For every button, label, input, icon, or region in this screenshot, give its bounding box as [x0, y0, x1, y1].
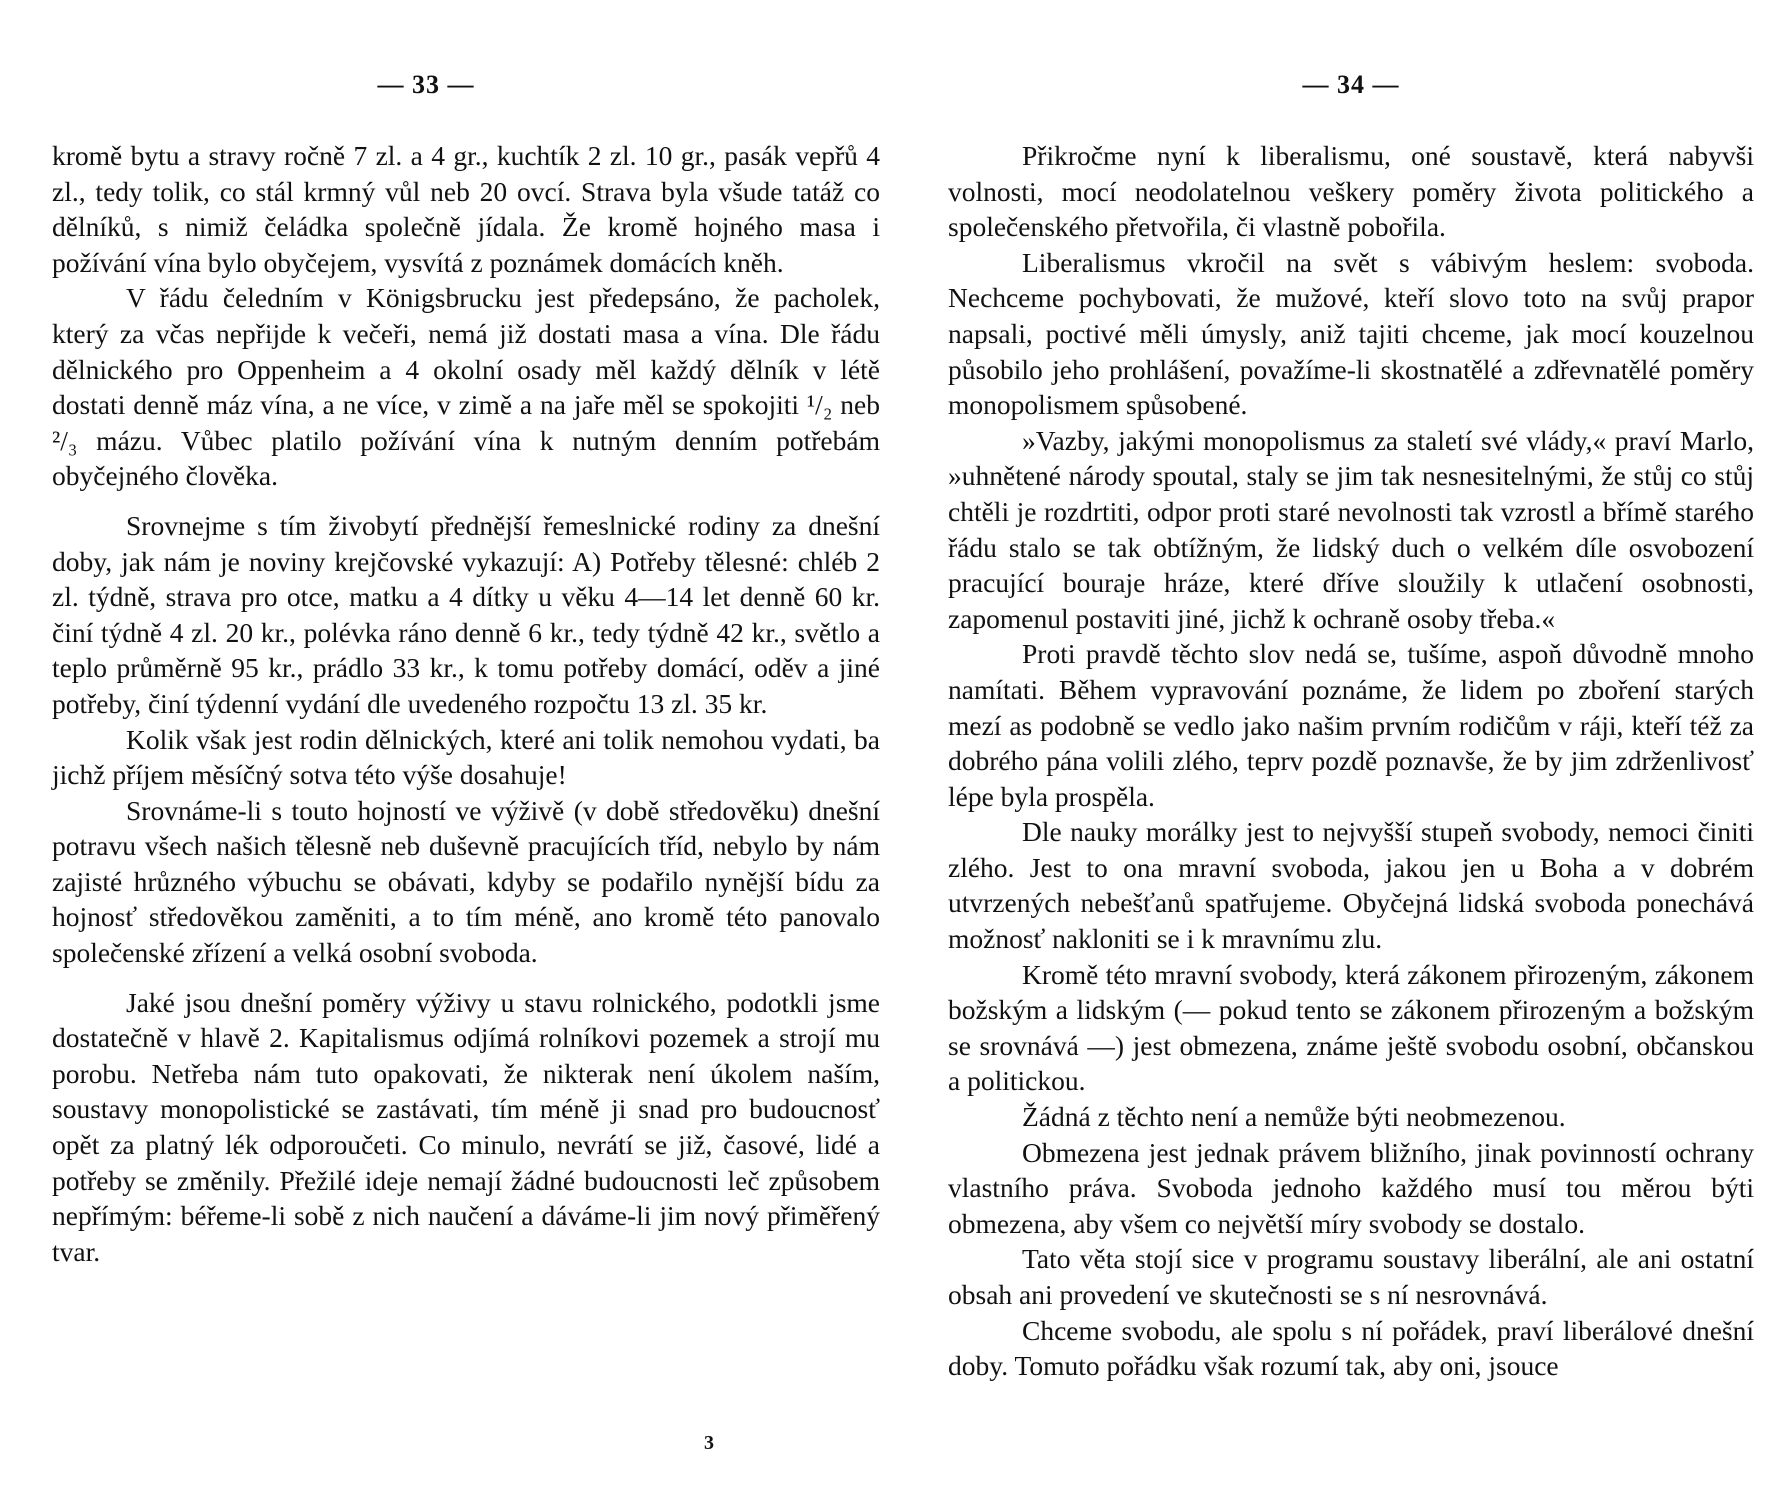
paragraph: Srovnáme-li s touto hojností ve výživě (v době středověku) dnešní potravu všech našich tělesně neb duševně pracujících tříd, nebylo by nám zajisté hrůzného výbuchu se obávati, kdyby se podařilo nynější bídu za hojnosť středověkou zaměniti, a to tím méně, ano kromě této panovalo společenské zřízení a velká osobní svoboda. [52, 794, 880, 969]
paragraph: »Vazby, jakými monopolismus za staletí své vlády,« praví Marlo, »uhnětené národy spoutal, staly se jim tak nesnesitelnými, že stůj co stůj chtěli je rozdrtiti, odpor proti staré nevolnosti tak vzrostl a břímě starého řádu stalo se tak obtížným, že lidský duch o velkém díle osvobození pracující bouraje hráze, které dříve sloužily k utlačení osobnosti, zapomenul postaviti jiné, jichž k ochraně osoby třeba.« [948, 424, 1754, 634]
paragraph: Tato věta stojí sice v programu soustavy liberální, ale ani ostatní obsah ani provedení ve skutečnosti se s ní nesrovnává. [948, 1243, 1754, 1310]
paragraph: Obmezena jest jednak právem bližního, jinak povinností ochrany vlastního práva. Svoboda jednoho každého musí tou měrou býti obmezena, aby všem co největší míry svobody se dostalo. [948, 1136, 1754, 1239]
page-number-left: — 33 — [377, 70, 475, 99]
paragraph: Proti pravdě těchto slov nedá se, tušíme, aspoň důvodně mnoho namítati. Během vypravování poznáme, že lidem po zboření starých mezí as podobně se vedlo jako našim prvním rodičům v ráji, kteří též za dobrého pána volili zlého, teprv pozdě poznavše, že by jim zdrženlivosť lépe byla prospěla. [948, 638, 1754, 812]
paragraph: Přikročme nyní k liberalismu, oné soustavě, která nabyvši volnosti, mocí neodolatelnou veškery poměry života politického a společenského přetvořila, či vlastně pobořila. [948, 140, 1754, 243]
paragraph: Chceme svobodu, ale spolu s ní pořádek, praví liberálové dnešní doby. Tomuto pořádku však rozumí tak, aby oni, jsouce [948, 1314, 1754, 1382]
paragraph: Liberalismus vkročil na svět s vábivým heslem: svoboda. Nechceme pochybovati, že mužové, kteří slovo toto na svůj prapor napsali, poctivé měli úmysly, aniž tajiti chceme, jak mocí kouzelnou působilo jeho prohlášení, považíme-li skostnatělé a zdřevnatělé poměry monopolismem spůsobené. [948, 246, 1754, 421]
paragraph: Srovnejme s tím živobytí přednější řemeslnické rodiny za dnešní doby, jak nám je noviny krejčovské vykazují: A) Potřeby tělesné: chléb 2 zl. týdně, strava pro otce, matku a 4 dítky u věku 4—14 let denně 60 kr. činí týdně 4 zl. 20 kr., polévka ráno denně 6 kr., tedy týdně 42 kr., světlo a teplo průměrně 95 kr., prádlo 33 kr., k tomu potřeby domácí, oděv a jiné potřeby, činí týdenní vydání dle uvedeného rozpočtu 13 zl. 35 kr. [52, 509, 880, 719]
right-page [948, 0, 1754, 1500]
page-number-right: — 34 — [1302, 70, 1400, 99]
left-page-text [52, 138, 880, 1269]
left-page [52, 0, 880, 1500]
printer-signature-mark: 3 [704, 1432, 714, 1454]
paragraph: Jaké jsou dnešní poměry výživy u stavu rolnického, podotkli jsme dostatečně v hlavě 2. Kapitalismus odjímá rolníkovi pozemek a strojí mu porobu. Netřeba nám tuto opakovati, že nikterak není úkolem naším, soustavy monopolistické se zastávati, tím méně ji snad pro budoucnosť opět za platný lék odporoučeti. Co minulo, nevrátí se již, časové, lidé a potřeby se změnily. Přežilé ideje nemají žádné budoucnosti leč způsobem nepřímým: béřeme-li sobě z nich naučení a dáváme-li jim nový přiměřený tvar. [52, 986, 880, 1267]
right-page-text [948, 138, 1754, 1384]
paragraph: Kolik však jest rodin dělnických, které ani tolik nemohou vydati, ba jichž příjem měsíčný sotva této výše dosahuje! [52, 723, 880, 791]
paragraph: Dle nauky morálky jest to nejvyšší stupeň svobody, nemoci činiti zlého. Jest to ona mravní svoboda, jakou jen u Boha a v dobrém utvrzených nebešťanů spatřujeme. Obyčejná lidská svoboda ponechává možnosť nakloniti se i k mravnímu zlu. [948, 816, 1754, 955]
paragraph: kromě bytu a stravy ročně 7 zl. a 4 gr., kuchtík 2 zl. 10 gr., pasák vepřů 4 zl., tedy tolik, co stál krmný vůl neb 20 ovcí. Strava byla všude tatáž co dělníků, s nimiž čeládka společně jídala. Že kromě hojného masa i požívání vína bylo obyčejem, vysvítá z poznámek domácích kněh. [52, 140, 880, 278]
paragraph: V řádu čeledním v Königsbrucku jest předepsáno, že pacholek, který za včas nepřijde k večeři, nemá již dostati masa a vína. Dle řádu dělnického pro Oppenheim a 4 okolní osady měl každý dělník v létě dostati denně máz vína, a ne více, v zimě a na jaře měl se spokojiti ¹/₂ neb ²/₃ mázu. Vůbec platilo požívání vína k nutným denním potřebám obyčejného člověka. [52, 282, 880, 492]
paragraph: Žádná z těchto není a nemůže býti neobmezenou. [1022, 1101, 1566, 1133]
paragraph: Kromě této mravní svobody, která zákonem přirozeným, zákonem božským a lidským (— pokud tento se zákonem přirozeným a božským se srovnává —) jest obmezena, známe ještě svobodu osobní, občanskou a politickou. [948, 958, 1754, 1097]
